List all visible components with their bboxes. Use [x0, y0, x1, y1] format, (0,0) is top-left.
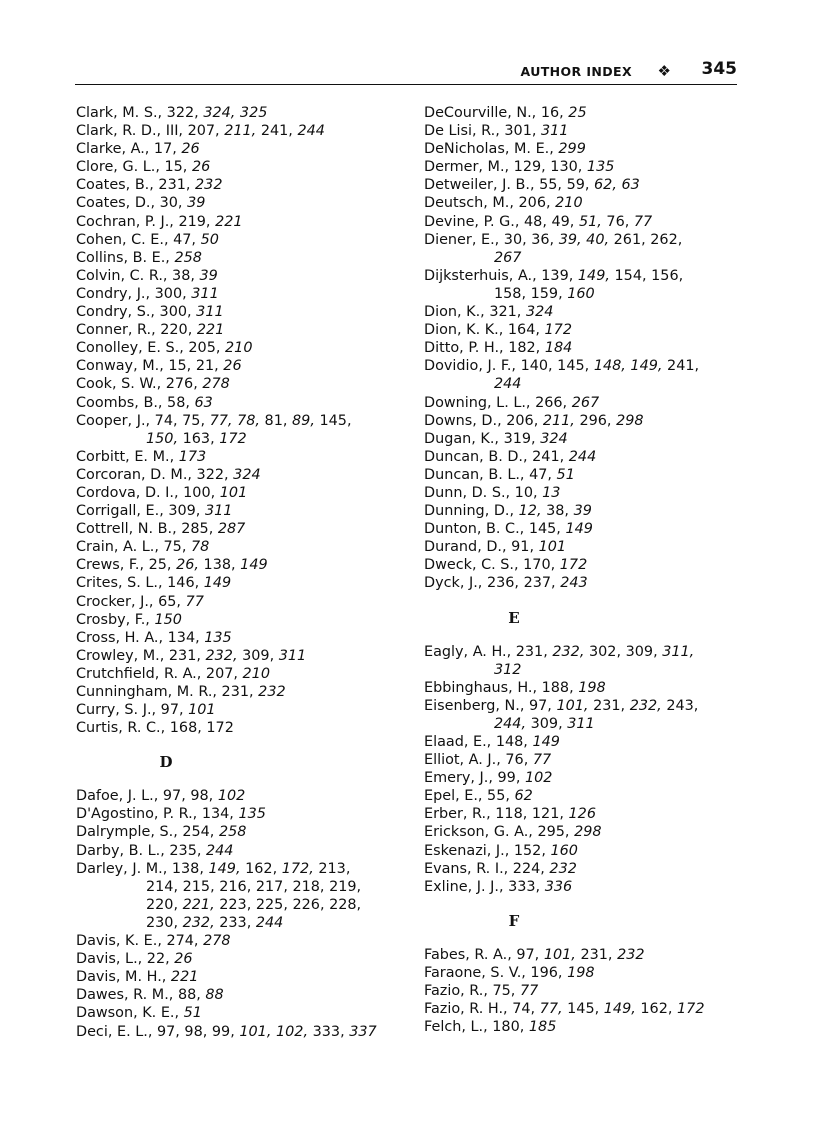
index-entry: Duncan, B. L., 47, 51: [424, 466, 575, 483]
index-entry: Corbitt, E. M., 173: [76, 448, 207, 465]
index-entry: Dugan, K., 319, 324: [424, 430, 568, 447]
index-entry: Crain, A. L., 75, 78: [76, 539, 210, 556]
index-entry: Ebbinghaus, H., 188, 198: [424, 679, 606, 696]
index-entry: Conway, M., 15, 21, 26: [76, 358, 242, 375]
index-entry: Detweiler, J. B., 55, 59, 62, 63: [424, 177, 640, 194]
index-entry: Coombs, B., 58, 63: [76, 394, 213, 411]
section-letter: F: [508, 911, 520, 930]
index-entry: Curtis, R. C., 168, 172: [76, 720, 234, 737]
index-entry: Crosby, F., 150: [76, 611, 182, 628]
index-entry: Cottrell, N. B., 285, 287: [76, 521, 246, 538]
diamond-ornament-icon: ❖: [657, 62, 671, 80]
index-entry: Duncan, B. D., 241, 244: [424, 448, 597, 465]
index-entry: Deutsch, M., 206, 210: [424, 195, 583, 212]
index-entry: Dion, K., 321, 324: [424, 304, 554, 321]
running-head-title: AUTHOR INDEX: [520, 64, 632, 79]
index-entry: DeNicholas, M. E., 299: [424, 141, 586, 158]
section-letter: D: [159, 753, 173, 772]
index-entry: Emery, J., 99, 102: [424, 770, 553, 787]
index-entry: Devine, P. G., 48, 49, 51, 76, 77: [424, 213, 653, 230]
index-entry: Ditto, P. H., 182, 184: [424, 340, 573, 357]
index-entry: Condry, J., 300, 311: [76, 285, 219, 302]
index-entry: Collins, B. E., 258: [76, 249, 202, 266]
index-entry: Eagly, A. H., 231, 232, 302, 309, 311, 312: [424, 643, 695, 678]
index-entry: Clark, M. S., 322, 324, 325: [76, 105, 268, 121]
index-entry: Cook, S. W., 276, 278: [76, 376, 230, 393]
index-entry: Clarke, A., 17, 26: [76, 141, 200, 158]
index-entry: Dalrymple, S., 254, 258: [76, 824, 247, 841]
index-entry: Felch, L., 180, 185: [424, 1019, 557, 1036]
index-entry: Downing, L. L., 266, 267: [424, 394, 600, 411]
index-entry: Durand, D., 91, 101: [424, 539, 567, 556]
index-entry: Cordova, D. I., 100, 101: [76, 484, 248, 501]
index-entry: Davis, L., 22, 26: [76, 951, 193, 968]
index-entry: Eisenberg, N., 97, 101, 231, 232, 243, 244, 309, 311: [424, 697, 699, 732]
index-entry: Crites, S. L., 146, 149: [76, 575, 232, 592]
index-entry: Conner, R., 220, 221: [76, 322, 225, 339]
index-entry: Clark, R. D., III, 207, 211, 241, 244: [76, 123, 325, 140]
index-entry: Exline, J. J., 333, 336: [424, 878, 573, 895]
index-entry: Darley, J. M., 138, 149, 162, 172, 213, 214, 215, 216, 217, 218, 219, 220, 221, 223, 225, 226, 228, 230, 232, 233, 244: [76, 860, 362, 931]
index-column-right: [424, 104, 754, 1036]
index-entry: Dermer, M., 129, 130, 135: [424, 159, 615, 176]
index-entry: Eskenazi, J., 152, 160: [424, 842, 578, 859]
index-entry: Fabes, R. A., 97, 101, 231, 232: [424, 946, 645, 963]
index-entry: Condry, S., 300, 311: [76, 304, 224, 321]
index-entry: Cross, H. A., 134, 135: [76, 629, 232, 646]
index-entry: Davis, M. H., 221: [76, 969, 199, 986]
index-entry: Crutchfield, R. A., 207, 210: [76, 665, 270, 682]
index-entry: D'Agostino, P. R., 134, 135: [76, 806, 266, 823]
index-entry: Crews, F., 25, 26, 138, 149: [76, 557, 268, 574]
index-entry: Dafoe, J. L., 97, 98, 102: [76, 788, 246, 805]
index-entry: Coates, B., 231, 232: [76, 177, 223, 194]
index-entry: DeCourville, N., 16, 25: [424, 105, 587, 121]
index-entry: Cunningham, M. R., 231, 232: [76, 684, 286, 700]
index-entry: Cohen, C. E., 47, 50: [76, 231, 219, 248]
index-entry: Erber, R., 118, 121, 126: [424, 806, 596, 823]
running-header: [75, 59, 737, 82]
index-entry: Evans, R. I., 224, 232: [424, 860, 577, 877]
index-entry: Corrigall, E., 309, 311: [76, 503, 233, 520]
page-number: 345: [701, 59, 737, 79]
index-entry: Dawes, R. M., 88, 88: [76, 987, 224, 1004]
index-entry: Davis, K. E., 274, 278: [76, 933, 231, 950]
index-entry: Fazio, R., 75, 77: [424, 983, 539, 1000]
section-letter: E: [508, 608, 520, 627]
index-entry: De Lisi, R., 301, 311: [424, 123, 569, 140]
index-entry: Epel, E., 55, 62: [424, 788, 533, 805]
index-entry: Darby, B. L., 235, 244: [76, 842, 234, 859]
index-entry: Crowley, M., 231, 232, 309, 311: [76, 647, 307, 664]
index-entry: Elaad, E., 148, 149: [424, 734, 560, 750]
index-entry: Dunn, D. S., 10, 13: [424, 484, 561, 501]
index-entry: Dawson, K. E., 51: [76, 1005, 202, 1022]
index-entry: Dunning, D., 12, 38, 39: [424, 503, 592, 520]
index-entry: Deci, E. L., 97, 98, 99, 101, 102, 333, 337: [76, 1023, 377, 1040]
index-entry: Dweck, C. S., 170, 172: [424, 557, 588, 574]
index-entry: Dunton, B. C., 145, 149: [424, 521, 593, 538]
index-entry: Crocker, J., 65, 77: [76, 593, 204, 610]
index-entry: Curry, S. J., 97, 101: [76, 702, 216, 719]
index-entry: Cochran, P. J., 219, 221: [76, 213, 243, 230]
index-entry: Clore, G. L., 15, 26: [76, 159, 211, 176]
index-entry: Coates, D., 30, 39: [76, 195, 206, 212]
index-entry: Elliot, A. J., 76, 77: [424, 752, 552, 769]
index-entry: Dion, K. K., 164, 172: [424, 322, 572, 339]
index-entry: Diener, E., 30, 36, 39, 40, 261, 262, 267: [424, 231, 683, 266]
index-entry: Cooper, J., 74, 75, 77, 78, 81, 89, 145, 150, 163, 172: [76, 412, 352, 447]
index-entry: Fazio, R. H., 74, 77, 145, 149, 162, 172: [424, 1001, 705, 1018]
index-column-left: [76, 104, 406, 1041]
index-entry: Dyck, J., 236, 237, 243: [424, 575, 588, 592]
index-entry: Corcoran, D. M., 322, 324: [76, 466, 261, 483]
index-entry: Colvin, C. R., 38, 39: [76, 267, 218, 284]
index-entry: Erickson, G. A., 295, 298: [424, 824, 602, 841]
header-rule: [75, 84, 737, 85]
index-entry: Dovidio, J. F., 140, 145, 148, 149, 241, 244: [424, 358, 700, 393]
index-entry: Faraone, S. V., 196, 198: [424, 964, 595, 981]
index-entry: Downs, D., 206, 211, 296, 298: [424, 412, 644, 429]
index-entry: Dijksterhuis, A., 139, 149, 154, 156, 158, 159, 160: [424, 267, 684, 302]
index-entry: Conolley, E. S., 205, 210: [76, 340, 253, 357]
